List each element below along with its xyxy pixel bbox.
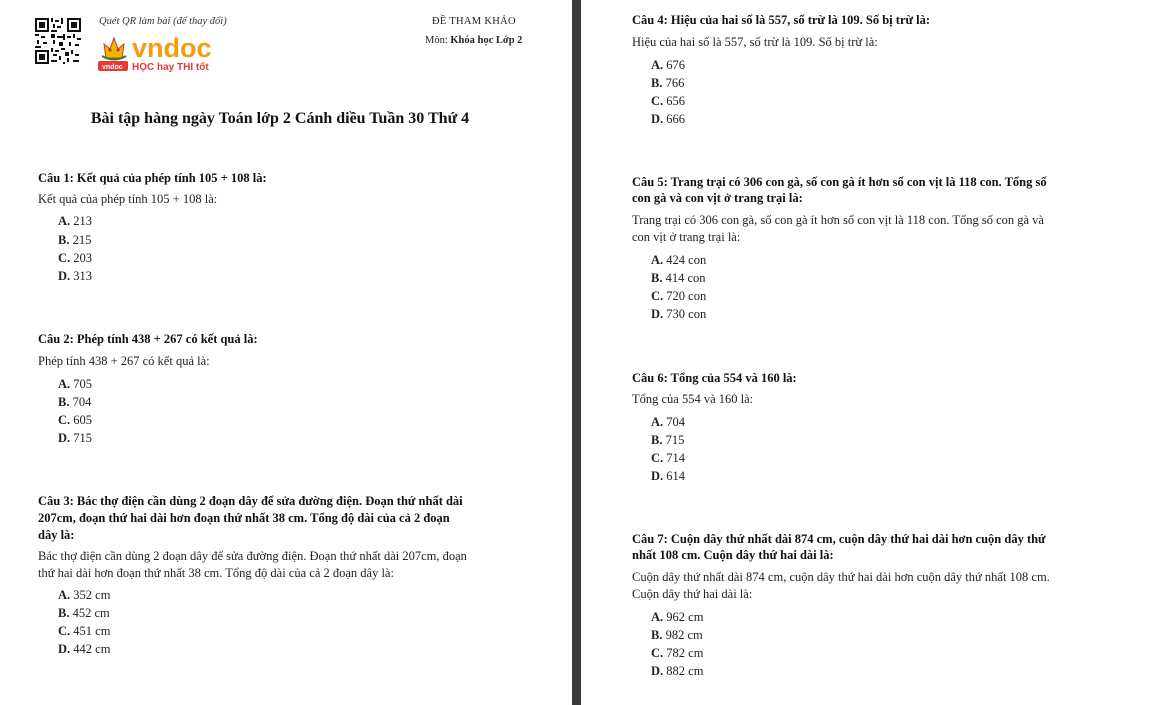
- question-prompt: Cuộn dây thứ nhất dài 874 cm, cuộn dây thứ hai dài hơn cuộn dây thứ nhất 108 cm.: [632, 570, 1050, 584]
- answer-option[interactable]: D. 882 cm: [651, 664, 704, 678]
- answer-option[interactable]: D. 313: [58, 269, 93, 283]
- answer-option[interactable]: B. 704: [58, 395, 92, 409]
- answer-option[interactable]: A. 705: [58, 377, 93, 391]
- answer-option[interactable]: B. 215: [58, 233, 92, 247]
- question-heading: Câu 4: Hiệu của hai số là 557, số trừ là 109. Số bị trừ là:: [632, 13, 930, 27]
- reference-exam-label: ĐỀ THAM KHẢO: [432, 16, 516, 27]
- question-prompt: Cuộn dây thứ hai dài là:: [632, 587, 753, 601]
- question-heading: Câu 2: Phép tính 438 + 267 có kết quả là:: [38, 332, 258, 346]
- answer-option[interactable]: A. 352 cm: [58, 588, 111, 602]
- question-heading: nhất 108 cm. Cuộn dây thứ hai dài là:: [632, 548, 834, 562]
- vndoc-logo[interactable]: [98, 30, 233, 74]
- question-prompt: thứ hai dài hơn đoạn thứ nhất 38 cm. Tổng độ dài của cả 2 đoạn dây là:: [38, 566, 394, 580]
- question-prompt: Phép tính 438 + 267 có kết quả là:: [38, 354, 210, 368]
- answer-option[interactable]: C. 605: [58, 413, 93, 427]
- answer-option[interactable]: C. 451 cm: [58, 624, 111, 638]
- question-prompt: Trang trại có 306 con gà, số con gà ít hơn số con vịt là 118 con. Tổng số con gà và: [632, 213, 1044, 227]
- answer-option[interactable]: C. 656: [651, 94, 686, 108]
- svg-text:vndoc: vndoc: [132, 33, 212, 63]
- answer-option[interactable]: A. 424 con: [651, 253, 707, 267]
- answer-option[interactable]: B. 715: [651, 433, 685, 447]
- answer-option[interactable]: B. 414 con: [651, 271, 706, 285]
- question-prompt: Bác thợ điện cần dùng 2 đoạn dây để sửa đường điện. Đoạn thứ nhất dài 207cm, đoạn: [38, 549, 467, 563]
- answer-option[interactable]: C. 720 con: [651, 289, 707, 303]
- page-title: Bài tập hàng ngày Toán lớp 2 Cánh diều Tuần 30 Thứ 4: [90, 110, 470, 127]
- question-heading: Câu 1: Kết quả của phép tính 105 + 108 là:: [38, 171, 267, 185]
- question-prompt: Tổng của 554 và 160 là:: [632, 392, 754, 406]
- answer-option[interactable]: D. 730 con: [651, 307, 707, 321]
- answer-option[interactable]: B. 982 cm: [651, 628, 703, 642]
- answer-option[interactable]: C. 782 cm: [651, 646, 704, 660]
- svg-text:vndoc: vndoc: [102, 64, 123, 71]
- answer-option[interactable]: D. 614: [651, 469, 686, 483]
- question-heading: Câu 3: Bác thợ điện cần dùng 2 đoạn dây để sửa đường điện. Đoạn thứ nhất dài: [38, 494, 463, 508]
- svg-text:HỌC hay THI tốt: HỌC hay THI tốt: [132, 62, 209, 73]
- question-heading: 207cm, đoạn thứ hai dài hơn đoạn thứ nhất 38 cm. Tổng độ dài của cả 2 đoạn: [38, 511, 450, 525]
- subject-line: [425, 35, 522, 46]
- document-page-left: [0, 0, 572, 705]
- answer-option[interactable]: D. 715: [58, 431, 93, 445]
- qr-caption: Quét QR làm bài (để thay đổi): [99, 16, 227, 27]
- answer-option[interactable]: D. 442 cm: [58, 642, 111, 656]
- answer-option[interactable]: B. 452 cm: [58, 606, 110, 620]
- subject-value: Khóa học Lớp 2: [450, 35, 523, 46]
- answer-option[interactable]: C. 714: [651, 451, 686, 465]
- question-heading: Câu 6: Tổng của 554 và 160 là:: [632, 371, 797, 385]
- question-prompt: con vịt ở trang trại là:: [632, 230, 741, 244]
- answer-option[interactable]: C. 203: [58, 251, 93, 265]
- answer-option[interactable]: A. 213: [58, 214, 93, 228]
- question-heading: Câu 7: Cuộn dây thứ nhất dài 874 cm, cuộn dây thứ hai dài hơn cuộn dây thứ: [632, 532, 1046, 546]
- question-heading: Câu 5: Trang trại có 306 con gà, số con gà ít hơn số con vịt là 118 con. Tổng số: [632, 175, 1047, 189]
- answer-option[interactable]: A. 704: [651, 415, 686, 429]
- question-prompt: Hiệu của hai số là 557, số trừ là 109. Số bị trừ là:: [632, 35, 878, 49]
- qr-code-icon[interactable]: [35, 18, 81, 64]
- answer-option[interactable]: A. 962 cm: [651, 610, 704, 624]
- page-divider: [572, 0, 581, 705]
- document-page-right: [581, 0, 1153, 705]
- question-heading: dây là:: [38, 528, 75, 542]
- subject-label: Môn:: [425, 35, 448, 46]
- question-heading: con gà và con vịt ở trang trại là:: [632, 191, 803, 205]
- answer-option[interactable]: D. 666: [651, 112, 686, 126]
- question-prompt: Kết quả của phép tính 105 + 108 là:: [38, 192, 218, 206]
- answer-option[interactable]: A. 676: [651, 58, 686, 72]
- answer-option[interactable]: B. 766: [651, 76, 685, 90]
